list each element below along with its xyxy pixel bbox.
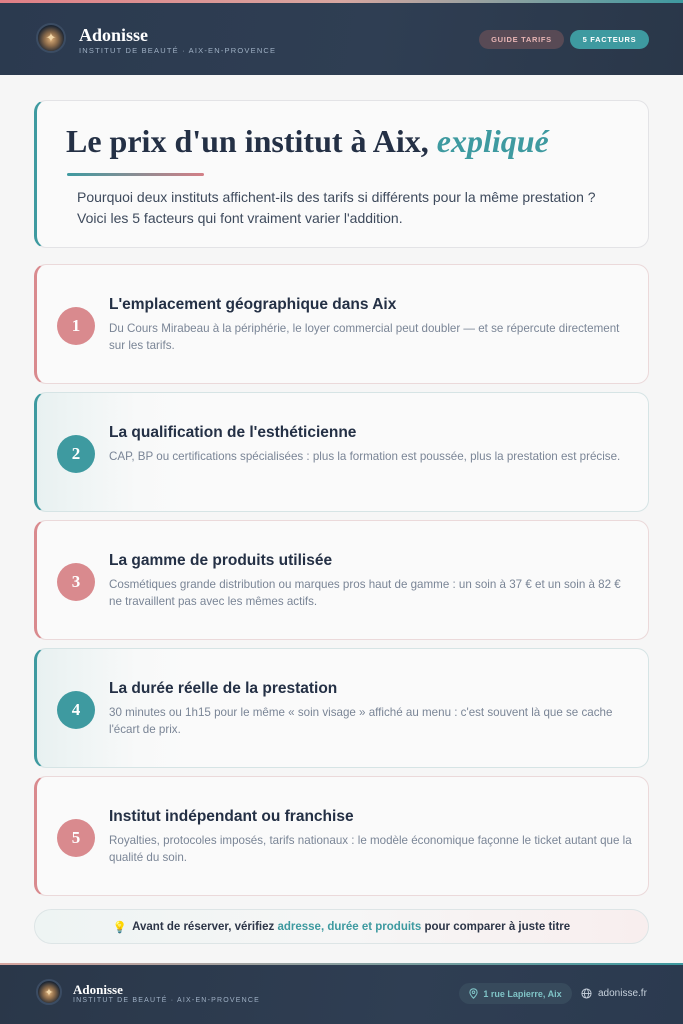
address-link[interactable] bbox=[459, 983, 572, 1004]
footer-logo[interactable]: ✦ bbox=[36, 979, 62, 1005]
factor-number: 2 bbox=[57, 435, 95, 473]
factor-title: La durée réelle de la prestation bbox=[109, 680, 338, 697]
main-content bbox=[0, 75, 683, 963]
factor-text: Royalties, protocoles imposés, tarifs nationaux : le modèle économique façonne le ticket autant que la qualité du soin. bbox=[109, 834, 632, 864]
factor-number: 1 bbox=[57, 307, 95, 345]
factor-title: La qualification de l'esthéticienne bbox=[109, 424, 357, 441]
address-text: 1 rue Lapierre, Aix bbox=[483, 988, 562, 999]
factor-card-4 bbox=[34, 648, 649, 768]
tip-banner bbox=[34, 909, 649, 944]
location-pin-icon bbox=[469, 988, 478, 999]
factor-text: CAP, BP ou certifications spécialisées : plus la formation est poussée, plus la prestation est précise. bbox=[109, 450, 621, 463]
footer-brand-subtitle: INSTITUT DE BEAUTÉ · AIX-EN-PROVENCE bbox=[73, 997, 260, 1004]
page-title bbox=[66, 123, 549, 160]
factor-title: L'emplacement géographique dans Aix bbox=[109, 296, 397, 313]
footer-brand-name[interactable]: Adonisse bbox=[73, 982, 123, 997]
factor-card-3 bbox=[34, 520, 649, 640]
factor-number: 3 bbox=[57, 563, 95, 601]
intro-text: Pourquoi deux instituts affichent-ils des tarifs si différents pour la même prestation ? Voici les 5 facteurs qui font vraiment varier l'addition. bbox=[77, 189, 596, 226]
factor-text: Cosmétiques grande distribution ou marques pros haut de gamme : un soin à 37 € et un soin à 82 € ne travaillent pas avec les mêmes actifs. bbox=[109, 578, 621, 608]
factor-card-2 bbox=[34, 392, 649, 512]
site-footer bbox=[0, 963, 683, 1024]
hero-card bbox=[34, 100, 649, 248]
factor-card-5 bbox=[34, 776, 649, 896]
tip-text-before: Avant de réserver, vérifiez bbox=[132, 920, 275, 933]
tip-highlight: adresse, durée et produits bbox=[277, 920, 422, 933]
factor-text: 30 minutes ou 1h15 pour le même « soin visage » affiché au menu : c'est souvent là que se cache l'écart de prix. bbox=[109, 706, 613, 736]
factor-text: Du Cours Mirabeau à la périphérie, le loyer commercial peut doubler — et se répercute directement sur les tarifs. bbox=[109, 322, 620, 352]
globe-icon bbox=[581, 988, 592, 999]
factor-number: 5 bbox=[57, 819, 95, 857]
factor-card-1 bbox=[34, 264, 649, 384]
lightbulb-icon: 💡 bbox=[112, 921, 128, 934]
factor-title: Institut indépendant ou franchise bbox=[109, 808, 354, 825]
brand-subtitle: INSTITUT DE BEAUTÉ · AIX-EN-PROVENCE bbox=[79, 46, 277, 55]
tip-text-after: pour comparer à juste titre bbox=[424, 920, 571, 933]
brand-logo[interactable]: ✦ bbox=[36, 23, 66, 53]
site-header bbox=[0, 0, 683, 75]
guide-tarifs-badge[interactable]: GUIDE TARIFS bbox=[479, 30, 564, 49]
title-main: Le prix d'un institut à Aix, bbox=[66, 123, 429, 159]
factor-number: 4 bbox=[57, 691, 95, 729]
title-underline bbox=[67, 173, 204, 176]
title-accent: expliqué bbox=[436, 123, 549, 159]
brand-name[interactable]: Adonisse bbox=[79, 25, 149, 45]
facteurs-count-badge[interactable]: 5 FACTEURS bbox=[570, 30, 649, 49]
website-text: adonisse.fr bbox=[598, 988, 647, 999]
website-link[interactable] bbox=[581, 984, 647, 1003]
factor-title: La gamme de produits utilisée bbox=[109, 552, 333, 569]
